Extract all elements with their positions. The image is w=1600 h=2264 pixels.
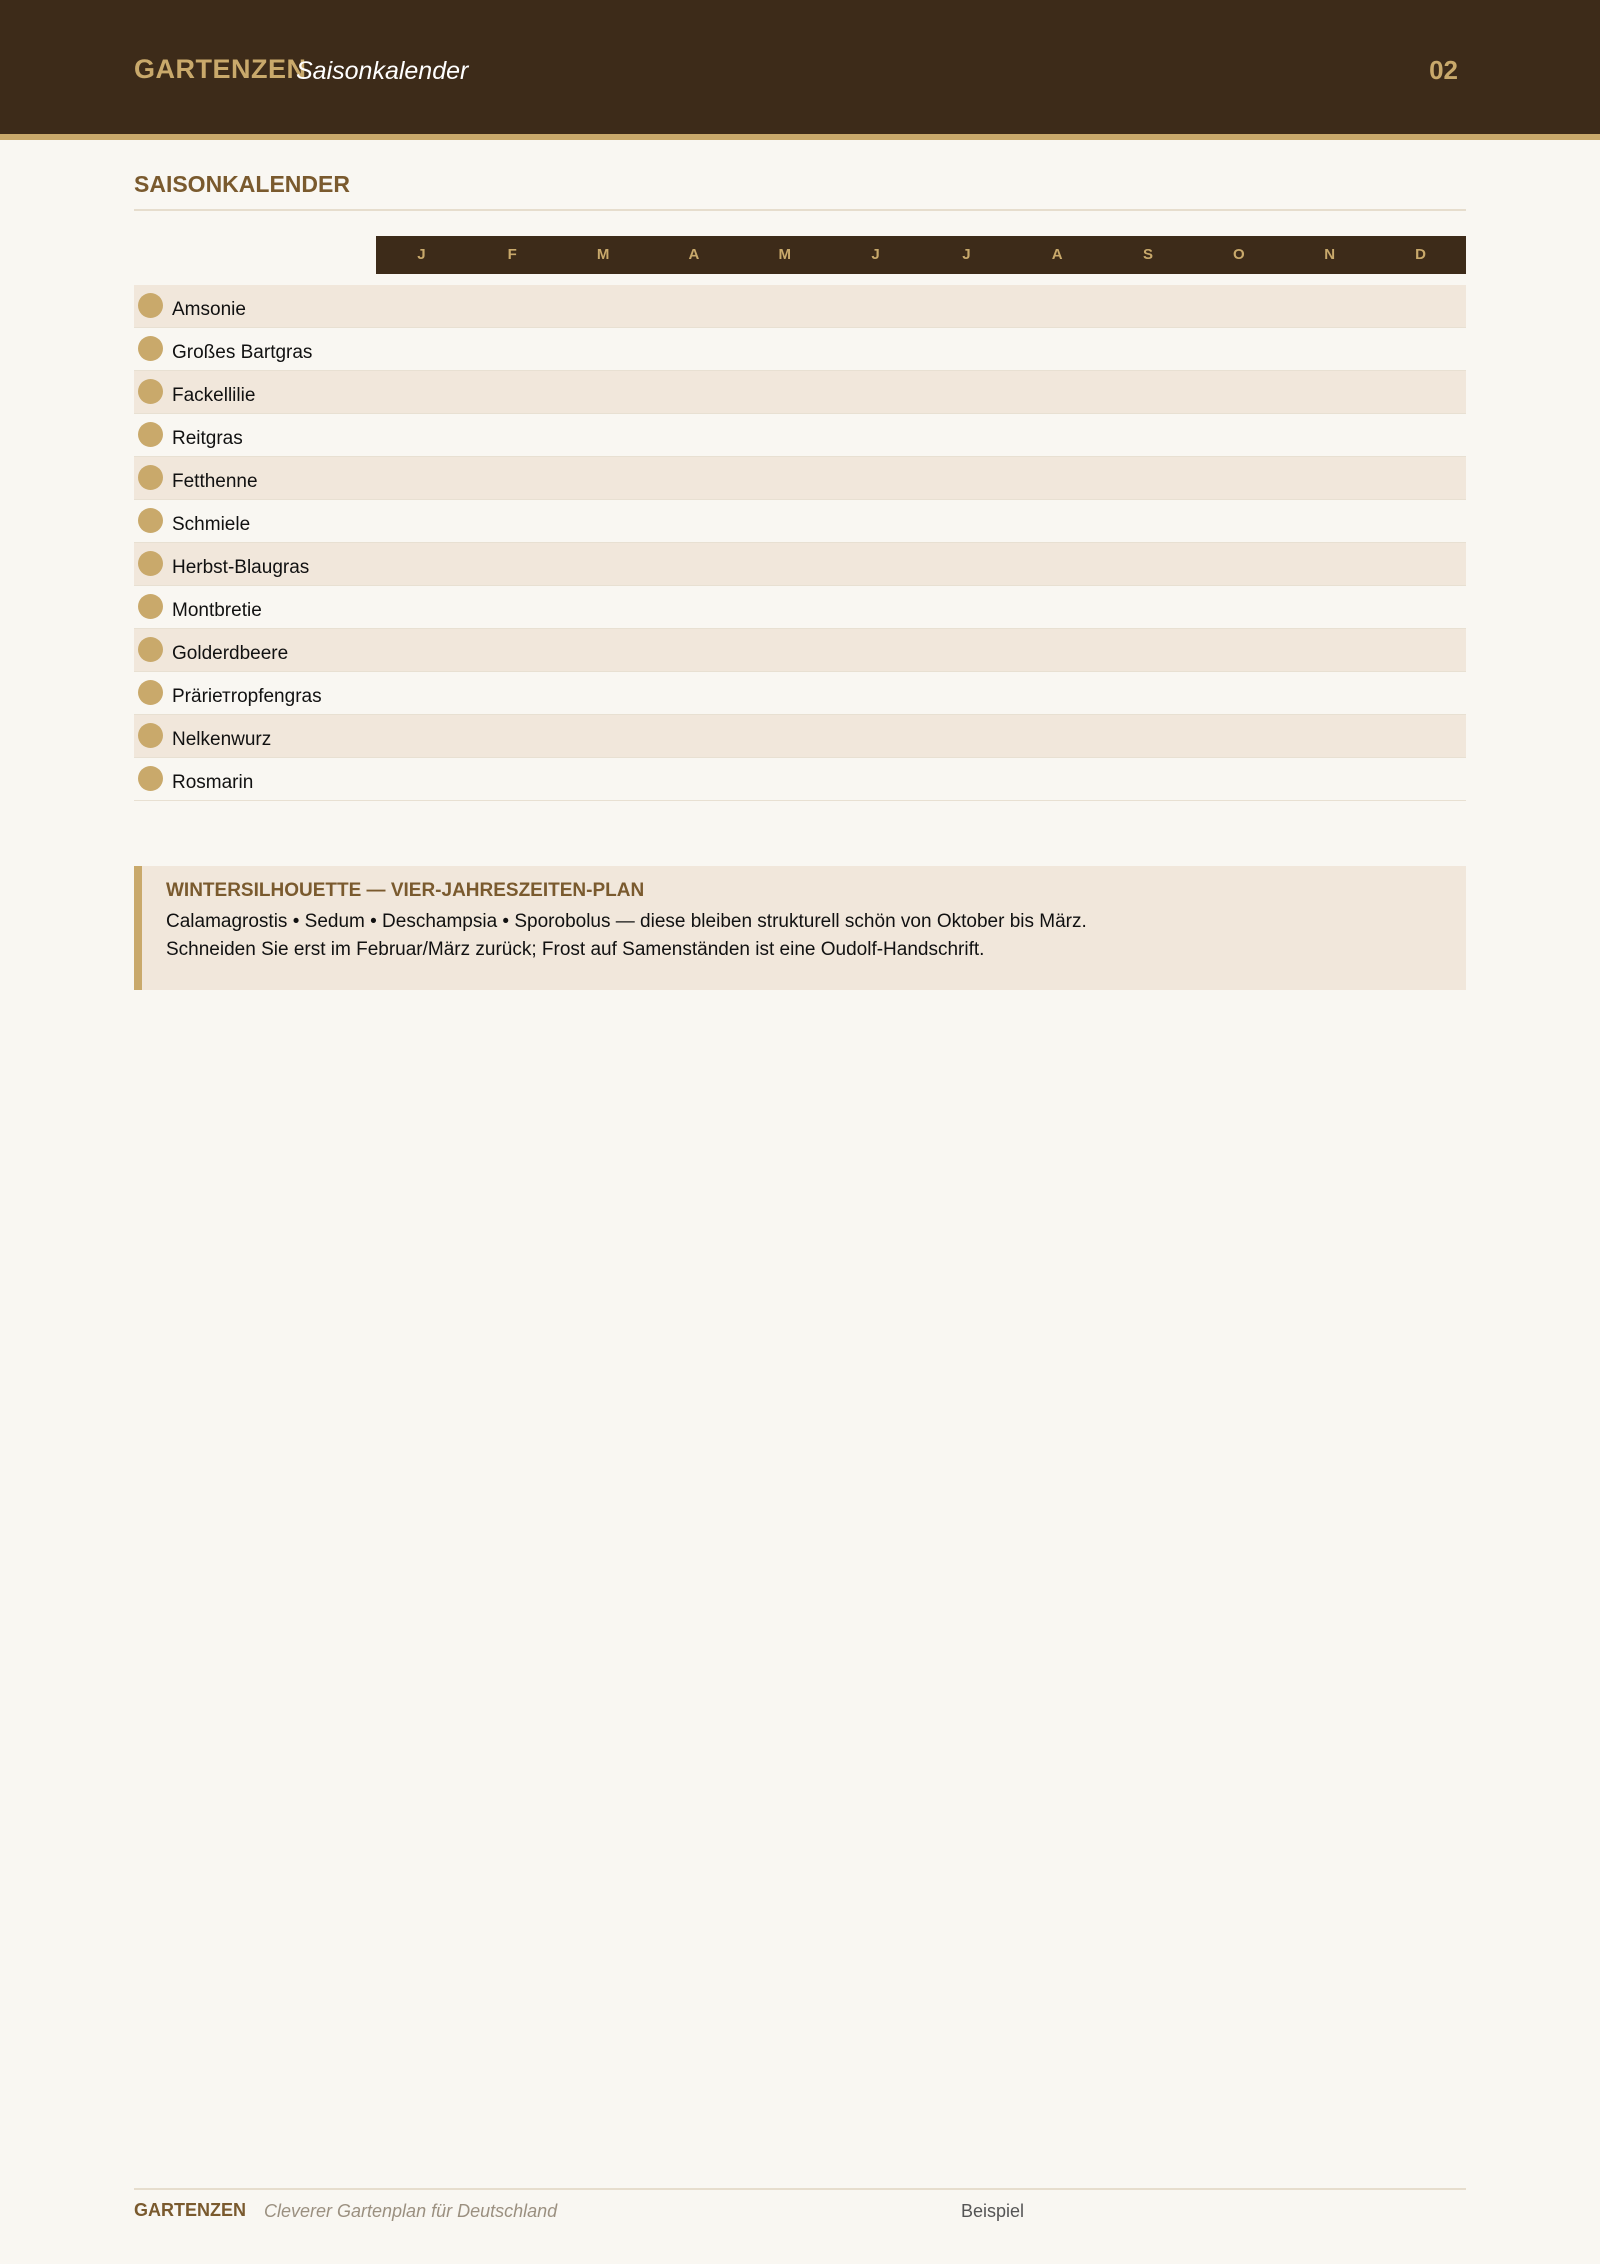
month-label: D [1415,246,1426,263]
page-header [0,0,1600,140]
plant-row [134,586,1466,629]
plant-row [134,414,1466,457]
plant-row [134,457,1466,500]
month-label: J [871,246,880,263]
plant-dot-icon [138,293,163,318]
plant-row [134,285,1466,328]
page-footer [134,2188,1466,2221]
callout-text-line: Calamagrostis • Sedum • Deschampsia • Sporobolus — diese bleiben strukturell schön von Oktober bis März. [166,911,1087,932]
footer-tagline: Cleverer Gartenplan für Deutschland [264,2201,558,2221]
month-label: F [507,246,517,263]
callout-text-line: Schneiden Sie erst im Februar/März zurück; Frost auf Samenständen ist eine Oudolf-Handschrift. [166,939,985,960]
info-callout [134,866,1466,990]
plant-dot-icon [138,422,163,447]
plant-name: Nelkenwurz [172,729,272,750]
plant-name: Montbretie [172,600,262,621]
plant-dot-icon [138,723,163,748]
plant-list [134,285,1466,801]
plant-name: Fackellilie [172,385,256,406]
plant-name: Präriетropfengras [172,686,322,707]
header-subtitle: Saisonkalender [296,57,469,85]
page-number: 02 [1429,55,1458,85]
month-label: A [1051,246,1063,263]
plant-dot-icon [138,766,163,791]
plant-name: Reitgras [172,428,243,449]
plant-dot-icon [138,637,163,662]
plant-dot-icon [138,379,163,404]
plant-dot-icon [138,336,163,361]
plant-dot-icon [138,508,163,533]
month-label: O [1233,246,1245,263]
month-label: J [417,246,426,263]
brand-logo-text: GARTENZEN [134,54,307,84]
month-label: S [1143,246,1154,263]
month-label: M [778,246,791,263]
plant-dot-icon [138,551,163,576]
callout-title: WINTERSILHOUETTE — VIER-JAHRESZEITEN-PLAN [166,880,645,901]
plant-dot-icon [138,680,163,705]
plant-row [134,629,1466,672]
plant-name: Schmiele [172,514,251,535]
plant-dot-icon [138,594,163,619]
footer-label: Beispiel [961,2201,1025,2221]
plant-row [134,500,1466,543]
plant-name: Fetthenne [172,471,258,492]
month-label: N [1324,246,1336,263]
plant-dot-icon [138,465,163,490]
plant-name: Großes Bartgras [172,342,313,363]
plant-row [134,328,1466,371]
month-label: J [962,246,971,263]
plant-row [134,758,1466,801]
plant-name: Rosmarin [172,772,254,793]
month-label: A [688,246,700,263]
plant-name: Amsonie [172,299,246,320]
section-title: SAISONKALENDER [134,171,1466,211]
month-header-bar [376,236,1466,274]
plant-row [134,715,1466,758]
plant-row [134,543,1466,586]
plant-row [134,672,1466,715]
month-label: M [596,246,610,263]
plant-name: Herbst-Blaugras [172,557,310,578]
plant-row [134,371,1466,414]
footer-brand: GARTENZEN [134,2200,246,2220]
plant-name: Golderdbeere [172,643,289,664]
